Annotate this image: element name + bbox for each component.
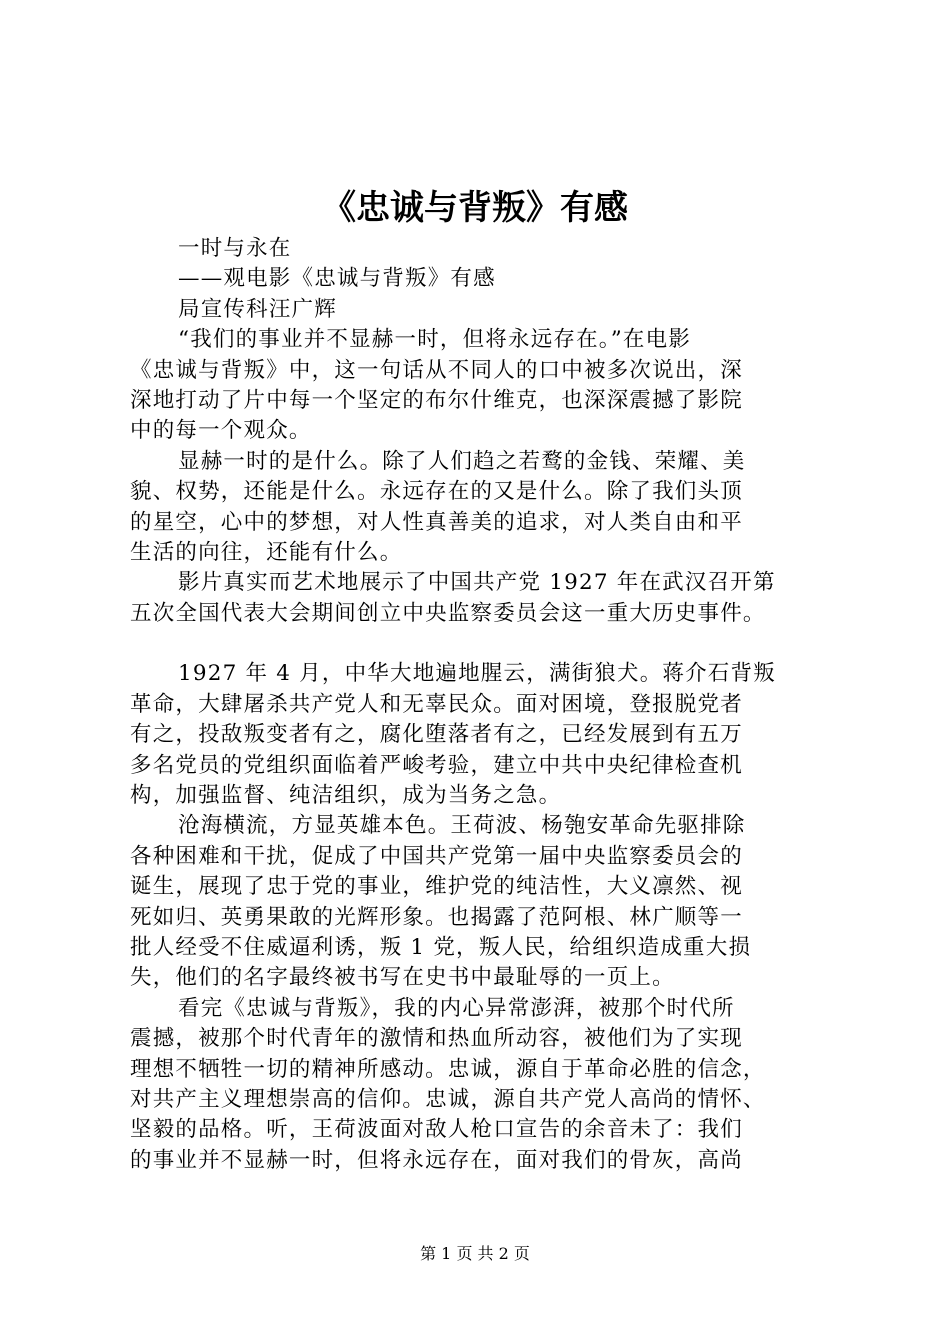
body-line: 影片真实而艺术地展示了中国共产党 1927 年在武汉召开第 [178,570,776,596]
body-line [130,629,830,659]
body-line: 显赫一时的是什么。除了人们趋之若鹜的金钱、荣耀、美 [178,448,746,474]
body-line: 局宣传科汪广辉 [178,296,337,322]
body-line: 《忠诚与背叛》中，这一句话从不同人的口中被多次说出，深 [130,357,743,383]
body-line: 中的每一个观众。 [130,418,312,444]
body-line: 的星空，心中的梦想，对人性真善美的追求，对人类自由和平 [130,509,743,535]
body-line: 有之，投敌叛变者有之，腐化堕落者有之，已经发展到有五万 [130,722,743,748]
body-line: 构，加强监督、纯洁组织，成为当务之急。 [130,782,562,808]
body-line: 深地打动了片中每一个坚定的布尔什维克，也深深震撼了影院 [130,388,743,414]
body-line: ——观电影《忠诚与背叛》有感 [178,266,496,292]
body-line: 生活的向往，还能有什么。 [130,540,403,566]
body-line: 一时与永在 [178,236,292,261]
body-line: 坚毅的品格。听，王荷波面对敌人枪口宣告的余音未了：我们 [130,1117,743,1143]
body-line: 多名党员的党组织面临着严峻考验，建立中共中央纪律检查机 [130,752,743,778]
body-line: 诞生，展现了忠于党的事业，维护党的纯洁性，大义凛然、视 [130,874,743,900]
body-line: 沧海横流，方显英雄本色。王荷波、杨匏安革命先驱排除 [178,813,746,839]
body-line: 理想不牺牲一切的精神所感动。忠诚，源自于革命必胜的信念， [130,1056,766,1082]
document-title: 《忠诚与背叛》有感 [322,188,628,228]
body-line: 批人经受不住威逼利诱，叛 1 党，叛人民，给组织造成重大损 [130,934,752,960]
body-line: 死如归、英勇果敢的光辉形象。也揭露了范阿根、林广顺等一 [130,904,743,930]
body-line: 震撼，被那个时代青年的激情和热血所动容，被他们为了实现 [130,1026,743,1052]
body-line: 的事业并不显赫一时，但将永远存在，面对我们的骨灰，高尚 [130,1147,743,1173]
body-line: 失，他们的名字最终被书写在史书中最耻辱的一页上。 [130,965,675,991]
body-line: 貌、权势，还能是什么。永远存在的又是什么。除了我们头顶 [130,479,743,505]
page-footer: 第 1 页 共 2 页 [420,1244,530,1263]
body-line: 1927 年 4 月，中华大地遍地腥云，满街狼犬。蒋介石背叛 [178,661,776,687]
body-line: 看完《忠诚与背叛》，我的内心异常澎湃，被那个时代所 [178,995,735,1021]
body-line: “我们的事业并不显赫一时，但将永远存在。”在电影 [178,327,692,353]
body-line: 对共产主义理想崇高的信仰。忠诚，源自共产党人高尚的情怀、 [130,1086,766,1112]
body-line: 革命，大肆屠杀共产党人和无辜民众。面对困境，登报脱党者 [130,691,743,717]
document-body [130,234,830,1176]
body-line: 五次全国代表大会期间创立中央监察委员会这一重大历史事件。 [130,600,766,626]
body-line: 各种困难和干扰，促成了中国共产党第一届中央监察委员会的 [130,843,743,869]
